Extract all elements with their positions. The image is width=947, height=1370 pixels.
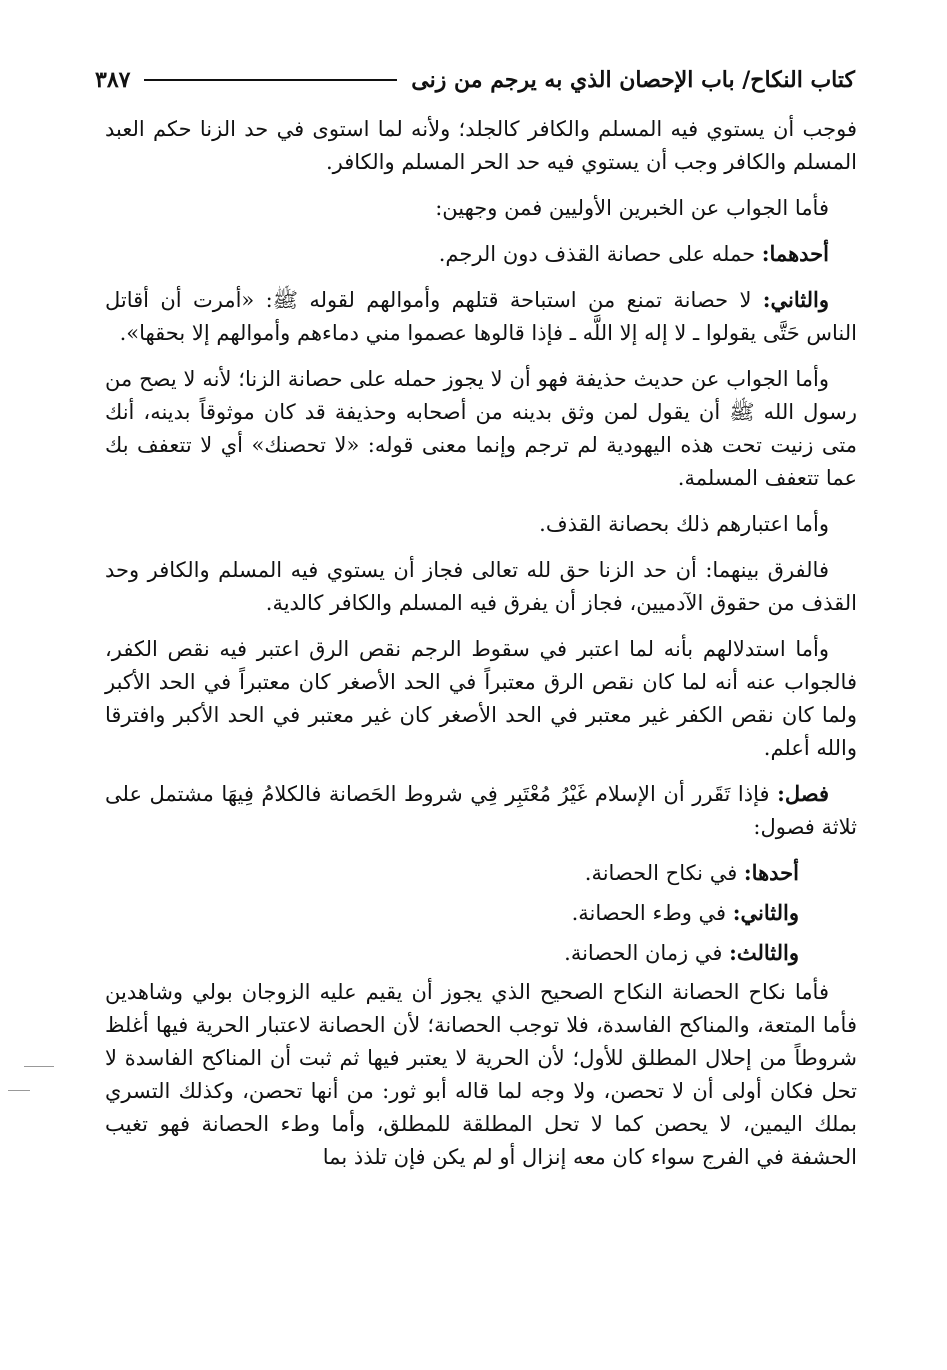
body-text	[105, 112, 857, 1186]
list-item-text: في نكاح الحصانة.	[584, 861, 744, 885]
header-rule	[144, 79, 397, 81]
paragraph	[105, 553, 857, 620]
paragraph-text: فأما الجواب عن الخبرين الأوليين فمن وجهين:	[435, 196, 829, 220]
paragraph-lead: فصل:	[777, 781, 829, 806]
list-item-lead: والثالث:	[729, 940, 799, 965]
list-item-text: في وطء الحصانة.	[571, 901, 733, 925]
scan-margin-mark	[8, 1090, 30, 1091]
paragraph-lead: أحدهما:	[761, 241, 829, 266]
list-item-text: في زمان الحصانة.	[564, 941, 730, 965]
paragraph	[105, 112, 857, 179]
paragraph	[105, 283, 857, 350]
list-item	[105, 856, 857, 890]
paragraph	[105, 777, 857, 844]
scan-margin-mark	[24, 1066, 54, 1067]
page-number: ٣٨٧	[95, 67, 131, 93]
paragraph-text: وأما استدلالهم بأنه لما اعتبر في سقوط الرجم نقص الرق اعتبر فيه نقص الكفر، فالجواب عنه أنه لما كان نقص الرق معتبراً في الحد الأصغر كان معتبراً في الحد الأكبر ولما كان نقص الكفر غير معتبر في الحد الأصغر كان غير معتبر في الحد الأكبر وافترقا والله أعلم.	[105, 637, 857, 760]
paragraph-text: فوجب أن يستوي فيه المسلم والكافر كالجلد؛ ولأنه لما استوى في حد الزنا حكم العبد المسلم والكافر وجب أن يستوي فيه حد الحر المسلم والكافر.	[105, 117, 857, 174]
list-item-lead: والثاني:	[732, 900, 799, 925]
paragraph-text: فأما نكاح الحصانة النكاح الصحيح الذي يجوز أن يقيم عليه الزوجان بولي وشاهدين فأما المتعة، والمناكح الفاسدة، فلا توجب الحصانة؛ لأن الحصانة لاعتبار الحرية فيها أغلظ شروطاً من إحلال المطلق للأول؛ لأن الحرية لا يعتبر فيها ثم ثبت أن المناكح الفاسدة لا تحل فكان أولى أن لا تحصن، ولا وجه لما قاله أبو ثور: من أنها تحصن، وكذلك التسري بملك اليمين، لا يحصن كما لا تحل المطلقة للمطلق، وأما وطء الحصانة فهو تغيب الحشفة في الفرج سواء كان معه إنزال أو لم يكن فإن تلذذ بما	[105, 980, 857, 1169]
list-item	[105, 936, 857, 970]
paragraph-text: حمله على حصانة القذف دون الرجم.	[438, 242, 762, 266]
list-item	[105, 896, 857, 930]
paragraph	[105, 237, 857, 271]
paragraph	[105, 362, 857, 495]
list-item-lead: أحدها:	[743, 860, 799, 885]
paragraph	[105, 191, 857, 225]
page-header	[95, 60, 855, 100]
running-title: كتاب النكاح/ باب الإحصان الذي به يرجم من زنى	[411, 67, 855, 93]
paragraph-text: وأما الجواب عن حديث حذيفة فهو أن لا يجوز حمله على حصانة الزنا؛ لأنه لا يصح من رسول الله ﷺ أن يقول لمن وثق بدينه من أصحابه وحذيفة قد كان موثوقاً بدينه، أنك متى زنيت تحت هذه اليهودية لم ترجم وإنما معنى قوله: «لا تحصنك» أي لا تتعفف بك عما تتعفف المسلمة.	[105, 367, 857, 490]
paragraph	[105, 632, 857, 765]
paragraph-text: وأما اعتبارهم ذلك بحصانة القذف.	[539, 512, 829, 536]
paragraph	[105, 507, 857, 541]
paragraph-text: لا حصانة تمنع من استباحة قتلهم وأموالهم لقوله ﷺ: «أمرت أن أقاتل الناس حَتَّى يقولوا ـ لا إله إلا اللَّه ـ فإذا قالوها عصموا مني دماءهم وأموالهم إلا بحقها».	[105, 288, 857, 345]
paragraph-lead: والثاني:	[762, 287, 829, 312]
paragraph-text: فإذا تَقَرر أن الإسلام غَيْرُ مُعْتَبِر فِي شروط الحَصانة فالكلامُ فِيهَا مشتمل على ثلاثة فصول:	[105, 782, 857, 839]
paragraph	[105, 976, 857, 1174]
paragraph-text: فالفرق بينهما: أن حد الزنا حق لله تعالى فجاز أن يستوي فيه المسلم والكافر وحد القذف من حقوق الآدميين، فجاز أن يفرق فيه المسلم والكافر كالدية.	[105, 558, 857, 615]
